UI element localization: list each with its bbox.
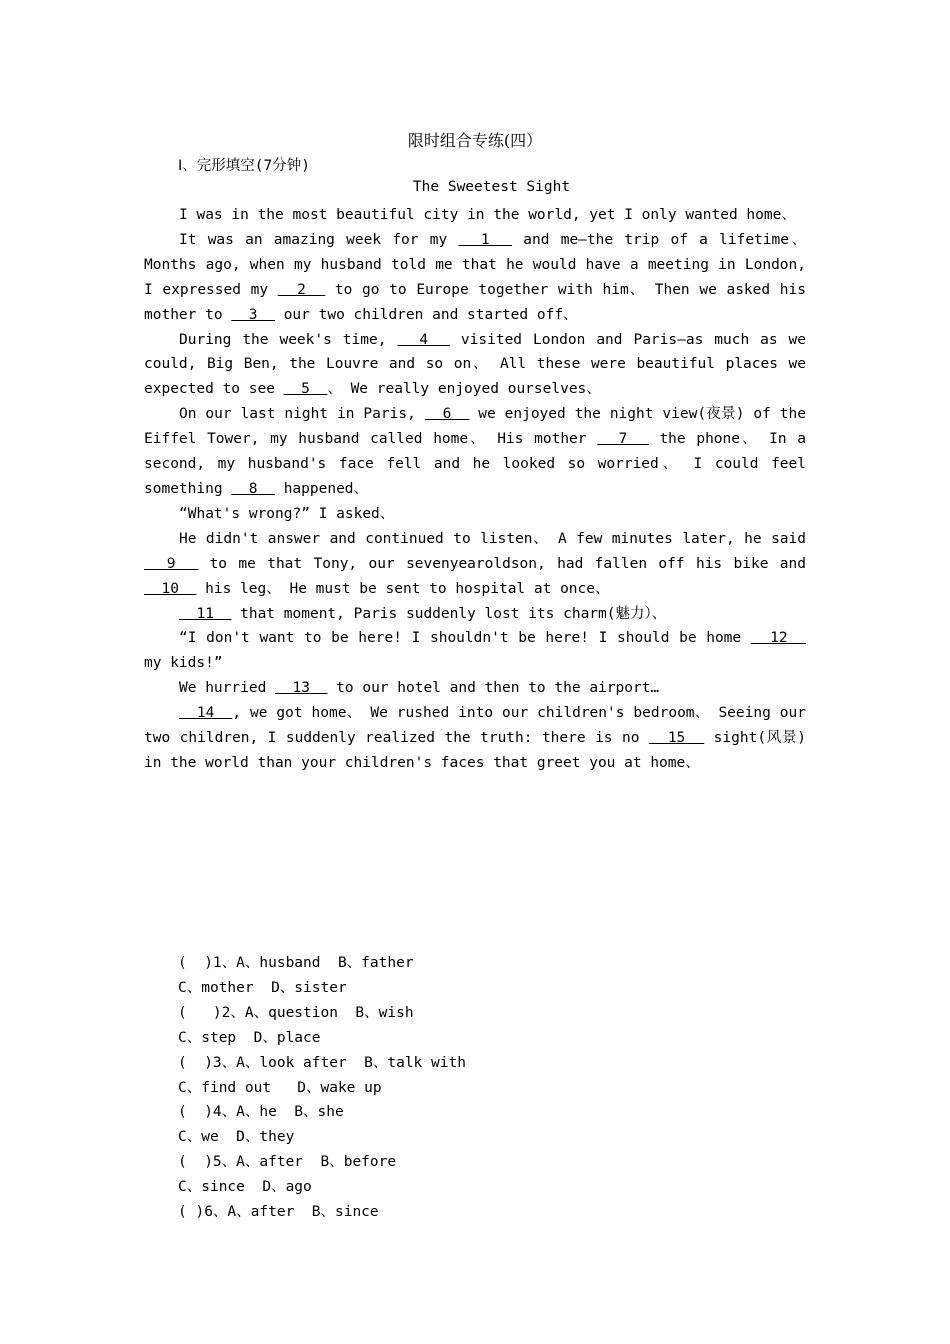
passage-paragraph: [144, 502, 806, 527]
passage-text: He didn't answer and continued to listen、 A few minutes later, he said: [179, 530, 806, 547]
option-line: C、mother D、sister: [178, 979, 347, 996]
passage-paragraph: [144, 701, 806, 776]
option-line: C、since D、ago: [178, 1179, 312, 1196]
passage-text: to go to Europe together with him、 Then we asked his mother to: [144, 281, 806, 323]
passage-paragraph: [144, 402, 806, 502]
blank-number: 1: [458, 231, 513, 248]
passage-paragraph: [144, 203, 806, 228]
answer-options: [178, 951, 466, 1225]
passage-text: we enjoyed the night view(夜景) of the Eiffel Tower, my husband called home、 His mother: [144, 406, 807, 448]
option-line: C、find out D、wake up: [178, 1079, 382, 1096]
passage-text: “I don't want to be here! I shouldn't be here! I should be home: [179, 630, 751, 647]
option-line: ( )6、A、after B、since: [178, 1204, 379, 1221]
option-line: ( )3、A、look after B、talk with: [178, 1054, 466, 1071]
blank-number: 4: [397, 331, 450, 348]
passage-text: to me that Tony, our sevenyearoldson, had fallen off his bike and: [198, 555, 806, 572]
passage-paragraph: [144, 602, 806, 627]
passage-paragraph: [144, 527, 806, 602]
passage-text: and me—the trip of a lifetime、 Months ago, when my husband told me that he would have a meeting in London, I expressed my: [144, 231, 806, 298]
passage-text: the phone、 In a second, my husband's face fell and he looked so worried、 I could feel something: [144, 431, 807, 497]
option-line: C、step D、place: [178, 1029, 321, 1046]
passage-paragraph: [144, 676, 806, 701]
option-line: C、we D、they: [178, 1129, 295, 1146]
passage-text: happened、: [274, 480, 369, 497]
blank-number: 9: [144, 555, 199, 572]
passage-text: our two children and started off、: [274, 306, 578, 323]
passage-text: It was an amazing week for my: [179, 231, 459, 248]
passage-text: I was in the most beautiful city in the world, yet I only wanted home、: [179, 207, 796, 223]
option-line: ( )4、A、he B、she: [178, 1104, 344, 1121]
page-title: 限时组合专练(四）: [407, 131, 543, 150]
passage-text: my kids!”: [144, 655, 223, 672]
passage-text: sight(风景) in the world than your children's faces that greet you at home、: [144, 730, 806, 771]
passage-text: On our last night in Paris,: [179, 406, 425, 423]
blank-number: 8: [231, 480, 275, 497]
section-heading: Ⅰ、完形填空(7分钟): [178, 158, 310, 174]
passage-text: that moment, Paris suddenly lost its charm(魅力）、: [231, 605, 667, 622]
option-line: ( )2、A、question B、wish: [178, 1004, 414, 1021]
option-line: ( )1、A、husband B、father: [178, 955, 414, 971]
cloze-passage: [144, 203, 806, 776]
passage-text: to our hotel and then to the airport…: [327, 680, 660, 697]
option-line: ( )5、A、after B、before: [178, 1154, 397, 1171]
passage-text: 、 We really enjoyed ourselves、: [327, 381, 601, 398]
passage-text: During the week's time,: [179, 331, 398, 348]
blank-number: 13: [275, 680, 328, 697]
passage-paragraph: [144, 228, 806, 328]
blank-number: 12: [750, 630, 806, 647]
blank-number: 11: [179, 605, 232, 622]
blank-number: 3: [231, 306, 275, 323]
passage-paragraph: [144, 328, 806, 403]
passage-text: We hurried: [179, 680, 276, 697]
passage-text: his leg、 He must be sent to hospital at once、: [196, 580, 610, 597]
blank-number: 5: [283, 381, 328, 398]
blank-number: 6: [424, 406, 470, 423]
story-title: The Sweetest Sight: [412, 179, 571, 195]
blank-number: 2: [277, 281, 326, 298]
blank-number: 14: [179, 705, 233, 722]
blank-number: 10: [144, 580, 197, 597]
blank-number: 7: [597, 431, 649, 448]
passage-text: “What's wrong?” I asked、: [179, 505, 395, 522]
passage-paragraph: [144, 626, 806, 676]
blank-number: 15: [648, 730, 705, 747]
passage-text: , we got home、 We rushed into our children's bedroom、 Seeing our two children, I suddenly realized the truth: there is no: [144, 705, 806, 747]
passage-text: visited London and Paris—as much as we could, Big Ben, the Louvre and so on、 All these were beautiful places we expected to see: [144, 331, 806, 398]
